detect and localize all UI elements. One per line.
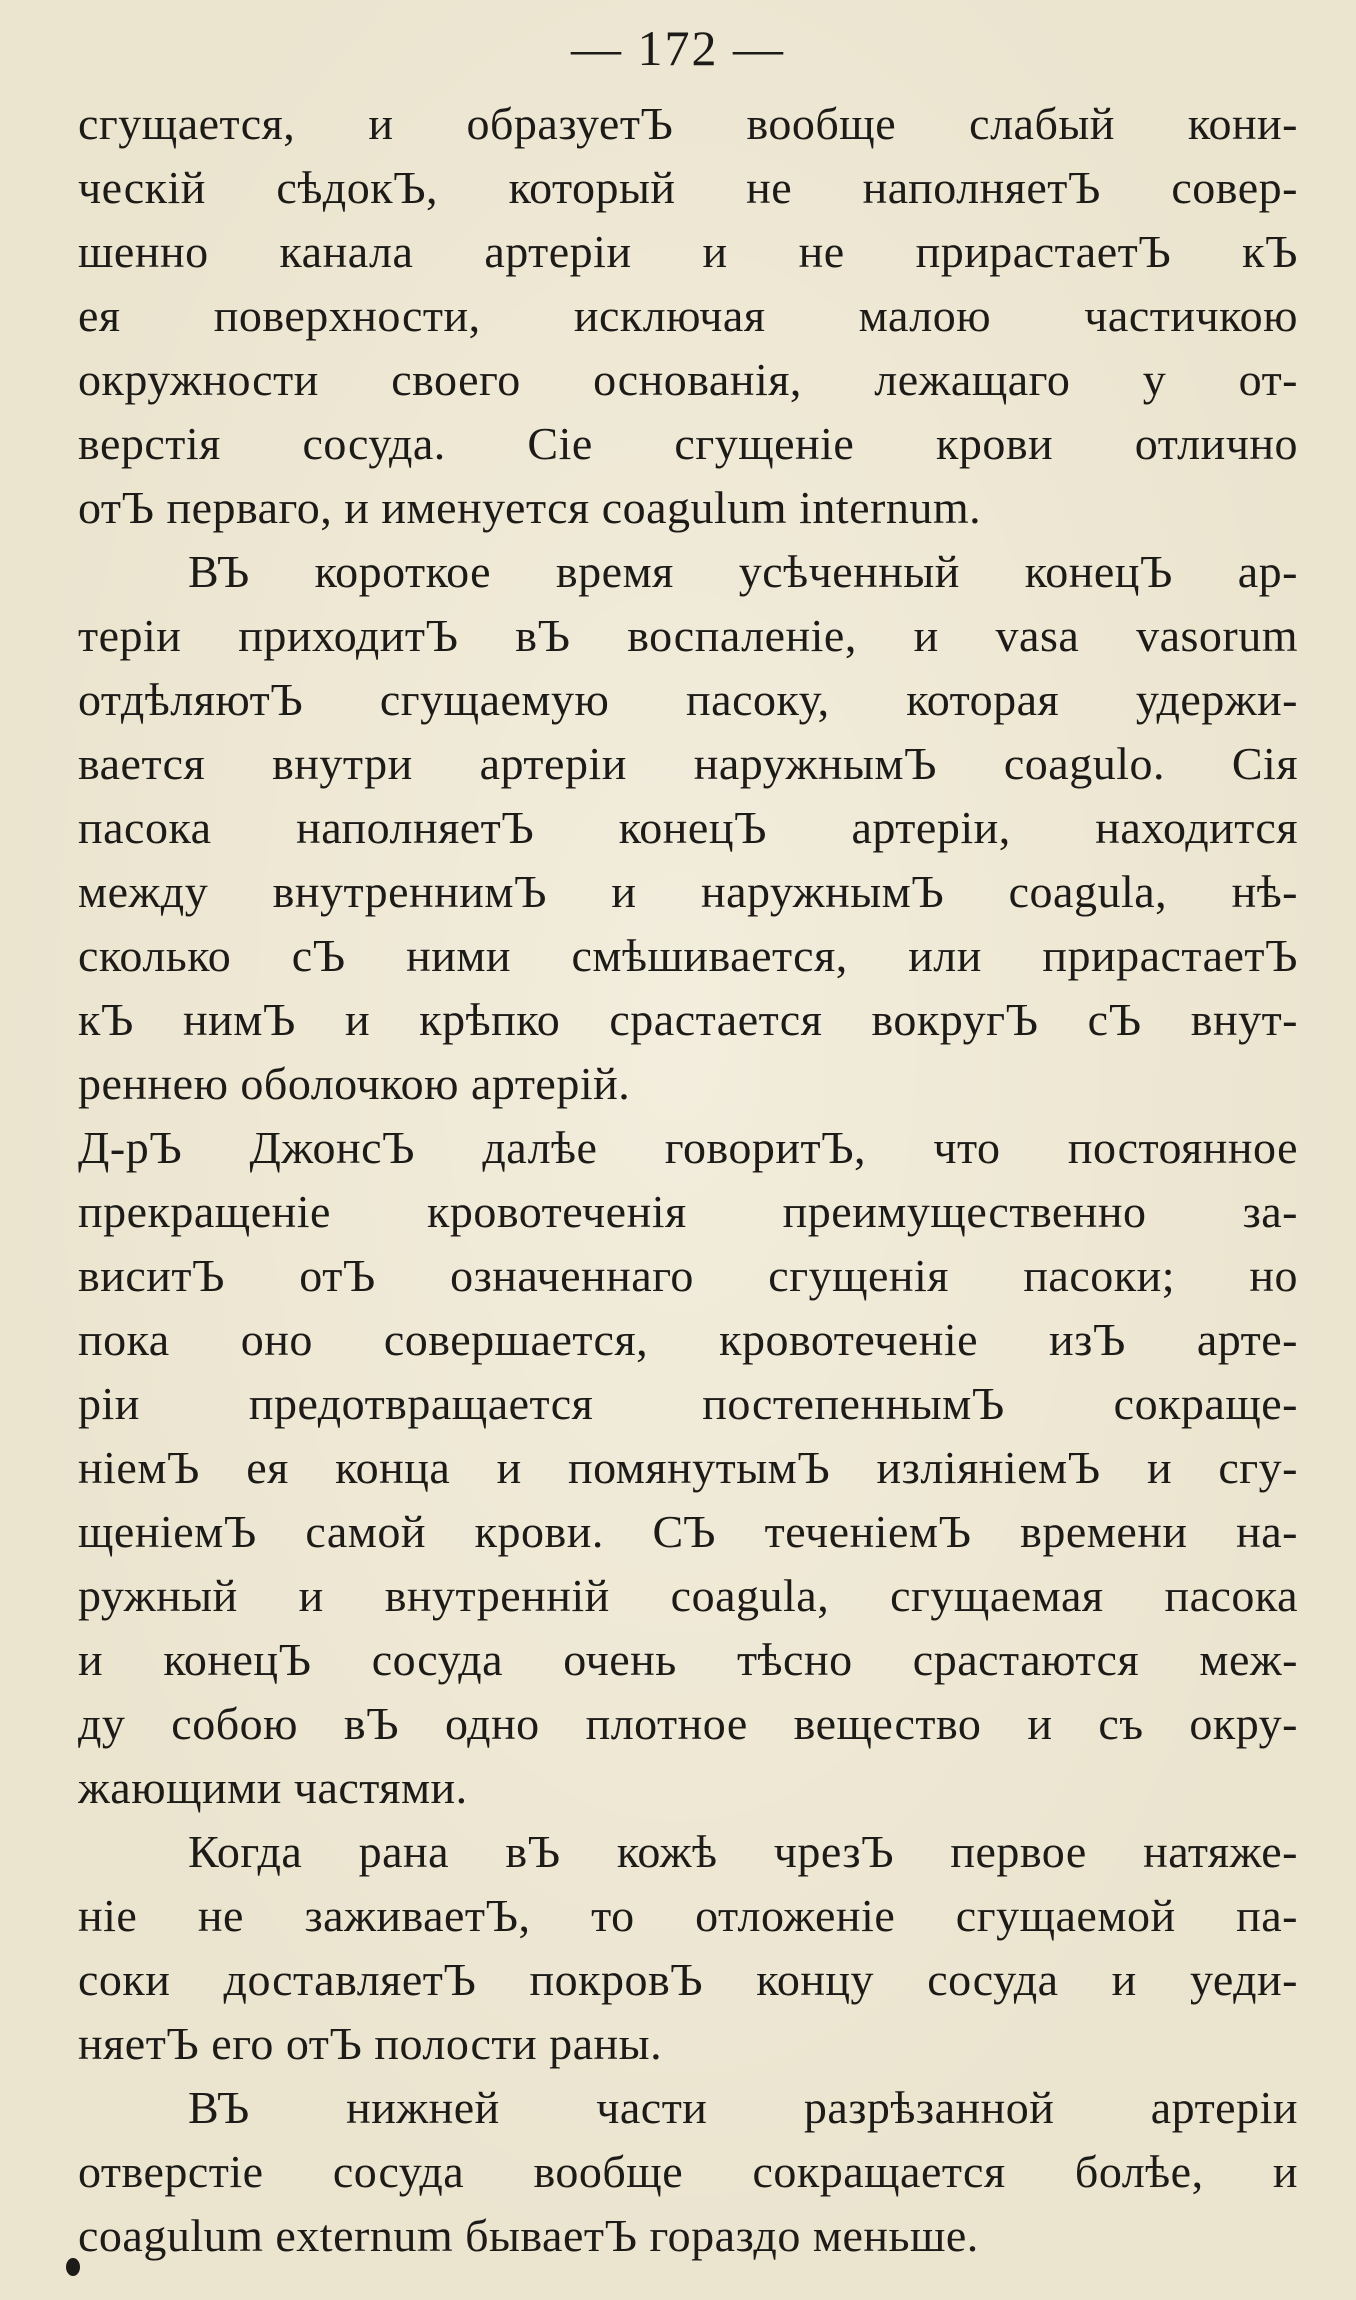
text-line: отЪ перваго, и именуется coagulum internum. — [78, 482, 982, 533]
text-line: сколько сЪ ними смѣшивается, или прирастаетЪ — [78, 930, 1298, 981]
text-line: отдѣляютЪ сгущаемую пасоку, которая удержи- — [78, 674, 1298, 725]
text-line: шенно канала артеріи и не прирастаетЪ кЪ — [78, 226, 1298, 277]
text-line: реннею оболочкою артерій. — [78, 1058, 631, 1109]
text-line: ніемЪ ея конца и помянутымЪ изліяніемЪ и сгу- — [78, 1442, 1298, 1493]
paragraph-first-line: ВЪ нижней части разрѣзанной артеріи — [188, 2082, 1298, 2133]
text-line: ея поверхности, исключая малою частичкою — [78, 290, 1298, 341]
text-line: ду собою вЪ одно плотное вещество и съ окру- — [78, 1698, 1298, 1749]
text-line: окружности своего основанія, лежащаго у от- — [78, 354, 1298, 405]
text-line: и конецЪ сосуда очень тѣсно срастаются меж- — [78, 1634, 1298, 1685]
text-line: между внутреннимЪ и наружнымЪ coagula, нѣ- — [78, 866, 1298, 917]
text-line: пасока наполняетЪ конецЪ артеріи, находится — [78, 802, 1298, 853]
text-line: кЪ нимЪ и крѣпко срастается вокругЪ сЪ внут- — [78, 994, 1298, 1045]
text-line: ческій сѣдокЪ, который не наполняетЪ совер- — [78, 162, 1298, 213]
text-line: coagulum externum бываетЪ гораздо меньше. — [78, 2210, 979, 2261]
text-line: жающими частями. — [78, 1762, 468, 1813]
text-line: ружный и внутренній coagula, сгущаемая пасока — [78, 1570, 1298, 1621]
text-line: верстія сосуда. Сіе сгущеніе крови отлично — [78, 418, 1298, 469]
text-line: щеніемЪ самой крови. СЪ теченіемЪ времени на- — [78, 1506, 1298, 1557]
text-line: прекращеніе кровотеченія преимущественно за- — [78, 1186, 1298, 1237]
paragraph-first-line: Д-рЪ ДжонсЪ далѣе говоритЪ, что постоянное — [78, 1122, 1298, 1173]
text-line: ріи предотвращается постепеннымЪ сокраще- — [78, 1378, 1298, 1429]
paragraph-first-line: Когда рана вЪ кожѣ чрезЪ первое натяже- — [188, 1826, 1298, 1877]
text-line: отверстіе сосуда вообще сокращается болѣе, и — [78, 2146, 1298, 2197]
text-line: соки доставляетЪ покровЪ концу сосуда и уеди- — [78, 1954, 1298, 2005]
text-line: няетЪ его отЪ полости раны. — [78, 2018, 663, 2069]
ink-blot — [66, 2258, 80, 2276]
paragraph-first-line: ВЪ короткое время усѣченный конецЪ ар- — [188, 546, 1298, 597]
text-line: пока оно совершается, кровотеченіе изЪ арте- — [78, 1314, 1298, 1365]
page-number: — 172 — — [571, 20, 785, 76]
text-line: ніе не заживаетЪ, то отложеніе сгущаемой па- — [78, 1890, 1298, 1941]
text-line: сгущается, и образуетЪ вообще слабый кони- — [78, 98, 1298, 149]
text-line: виситЪ отЪ означеннаго сгущенія пасоки; но — [78, 1250, 1298, 1301]
text-line: теріи приходитЪ вЪ воспаленіе, и vasa vasorum — [78, 610, 1298, 661]
text-line: вается внутри артеріи наружнымЪ coagulo. Сія — [78, 738, 1298, 789]
body-text — [78, 92, 1298, 2268]
